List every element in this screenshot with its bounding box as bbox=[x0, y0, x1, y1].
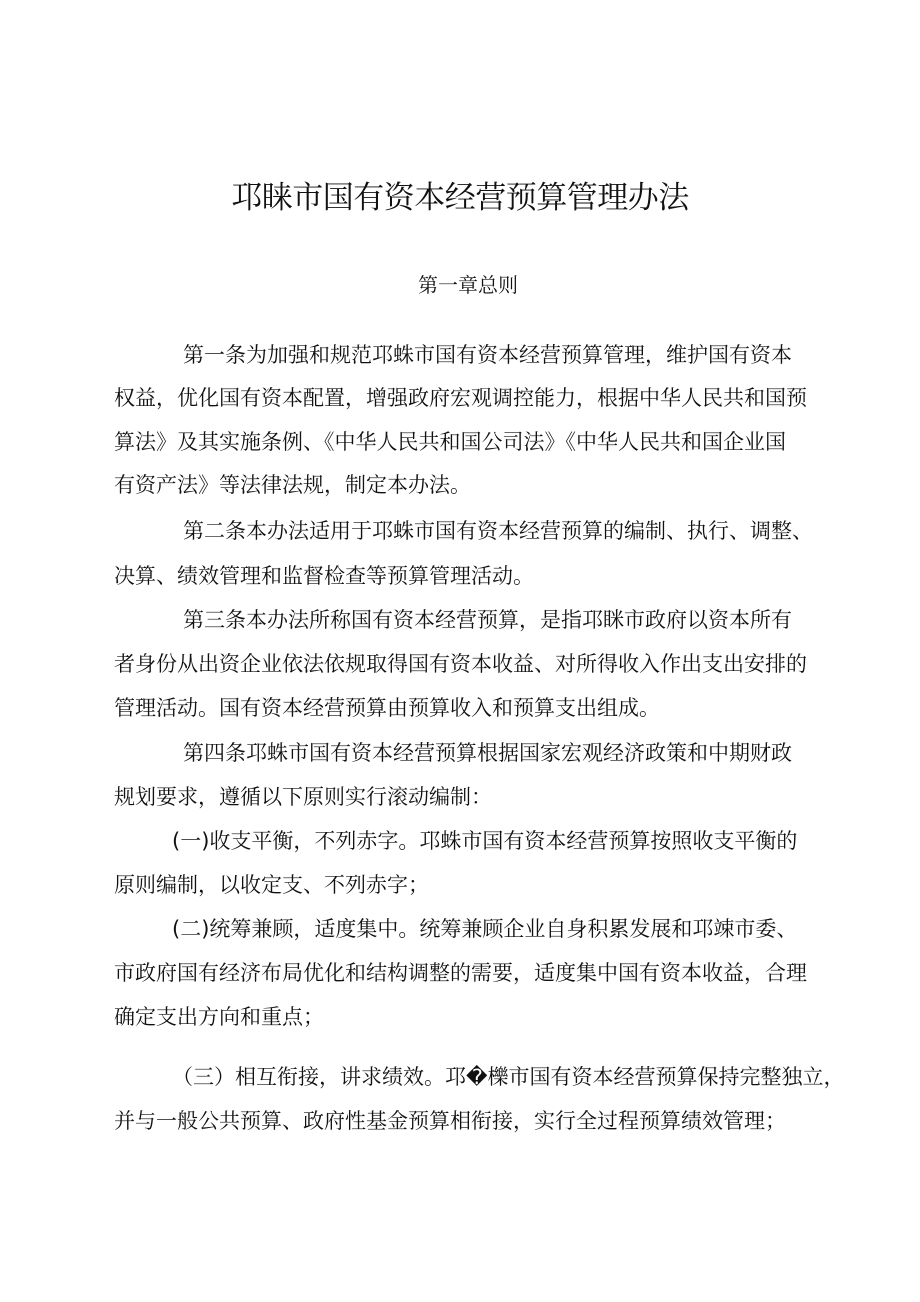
article-3-line-1: 第三条本办法所称国有资本经营预算，是指邛眯市政府以资本所有 bbox=[183, 608, 792, 632]
principle-2-line-3: 确定支出方向和重点； bbox=[114, 1005, 324, 1029]
article-2-line-2: 决算、绩效管理和监督检查等预算管理活动。 bbox=[114, 564, 534, 588]
article-3-line-2: 者身份从出资企业依法依规取得国有资本收益、对所得收入作出支出安排的 bbox=[114, 652, 807, 676]
chapter-heading: 第一章总则 bbox=[418, 273, 518, 297]
principle-3-line-1: （三）相互衔接，讲求绩效。邛�櫟市国有资本经营预算保持完整独立， bbox=[172, 1065, 845, 1089]
principle-1-line-2: 原则编制，以收定支、不列赤字； bbox=[114, 873, 429, 897]
article-1-line-1: 第一条为加强和规范邛蛛市国有资本经营预算管理，维护国有资本 bbox=[183, 343, 792, 367]
principle-2-line-2: 市政府国有经济布局优化和结构调整的需要，适度集中国有资本收益，合理 bbox=[114, 961, 807, 985]
article-2-line-1: 第二条本办法适用于邛蛛市国有资本经营预算的编制、执行、调整、 bbox=[183, 519, 813, 543]
principle-1-line-1: (一)收支平衡，不列赤字。邛蛛市国有资本经营预算按照收支平衡的 bbox=[172, 829, 798, 853]
article-1-line-3: 算法》及其实施条例、《中华人民共和国公司法》《中华人民共和国企业国 bbox=[114, 430, 786, 454]
article-3-line-3: 管理活动。国有资本经营预算由预算收入和预算支出组成。 bbox=[114, 696, 660, 720]
article-4-line-2: 规划要求，遵循以下原则实行滚动编制： bbox=[114, 785, 492, 809]
principle-2-line-1: (二)统筹兼顾，适度集中。统筹兼顾企业自身积累发展和邛竦市委、 bbox=[172, 917, 798, 941]
article-1-line-4: 有资产法》等法律法规，制定本办法。 bbox=[114, 473, 471, 497]
article-4-line-1: 第四条邛蛛市国有资本经营预算根据国家宏观经济政策和中期财政 bbox=[183, 741, 792, 765]
document-title: 邛睐市国有资本经营预算管理办法 bbox=[231, 180, 689, 216]
principle-3-line-2: 并与一般公共预算、政府性基金预算相衔接，实行全过程预算绩效管理； bbox=[114, 1109, 786, 1133]
article-1-line-2: 权益，优化国有资本配置，增强政府宏观调控能力，根据中华人民共和国预 bbox=[114, 386, 807, 410]
